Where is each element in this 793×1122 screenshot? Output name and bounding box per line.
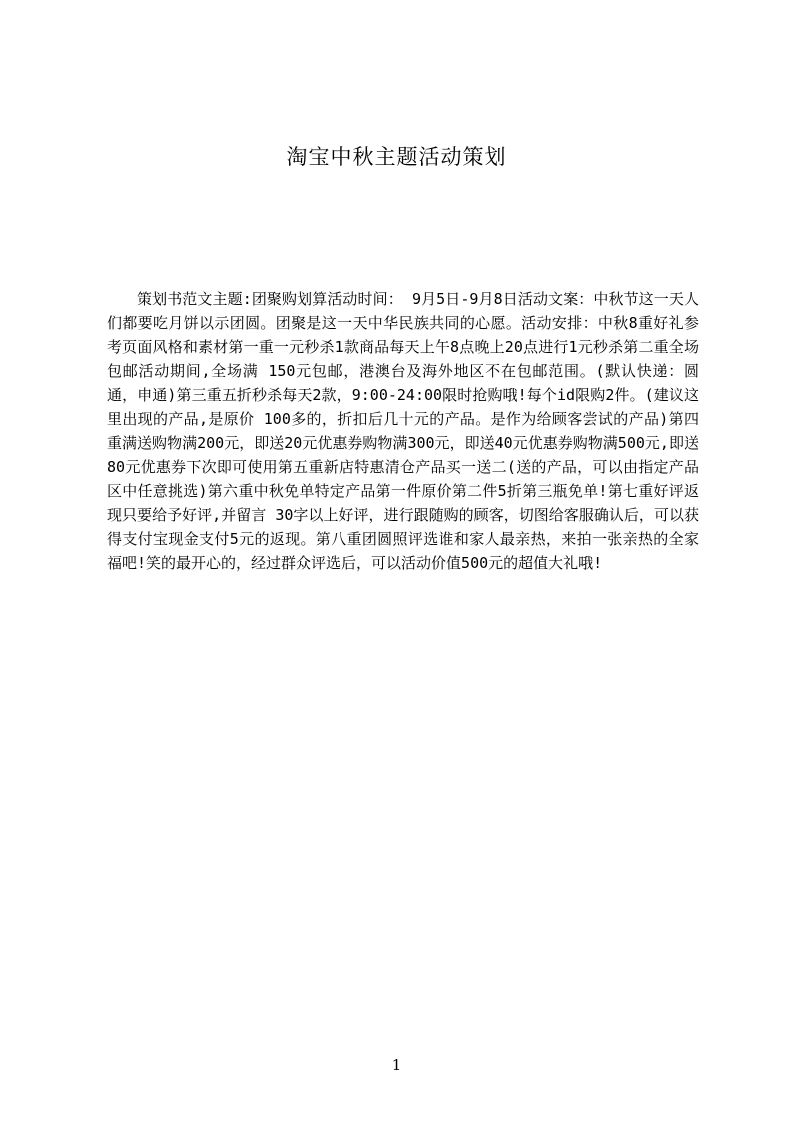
document-body-paragraph: 策划书范文主题:团聚购划算活动时间： 9月5日-9月8日活动文案：中秋节这一天人们都要吃月饼以示团圆。团聚是这一天中华民族共同的心愿。活动安排：中秋8重好礼参考页面风格和素材第一重一元秒杀1款商品每天上午8点晚上20点进行1元秒杀第二重全场包邮活动期间,全场满 150元包邮，港澳台及海外地区不在包邮范围。(默认快递：圆通，申通)第三重五折秒杀每天2款，9:00-24:00限时抢购哦!每个id限购2件。(建议这里出现的产品,是原价 100多的，折扣后几十元的产品。是作为给顾客尝试的产品)第四重满送购物满200元，即送20元优惠券购物满300元，即送40元优惠券购物满500元,即送 80元优惠券下次即可使用第五重新店特惠清仓产品买一送二(送的产品，可以由指定产品区中任意挑选)第六重中秋免单特定产品第一件原价第二件5折第三瓶免单!第七重好评返现只要给予好评,并留言 30字以上好评，进行跟随购的顾客，切图给客服确认后，可以获得支付宝现金支付5元的返现。第八重团圆照评选谁和家人最亲热，来拍一张亲热的全家福吧!笑的最开心的，经过群众评选后，可以活动价值500元的超值大礼哦! [107,290,699,572]
document-title: 淘宝中秋主题活动策划 [286,145,507,169]
page-number: 1 [391,1056,402,1074]
